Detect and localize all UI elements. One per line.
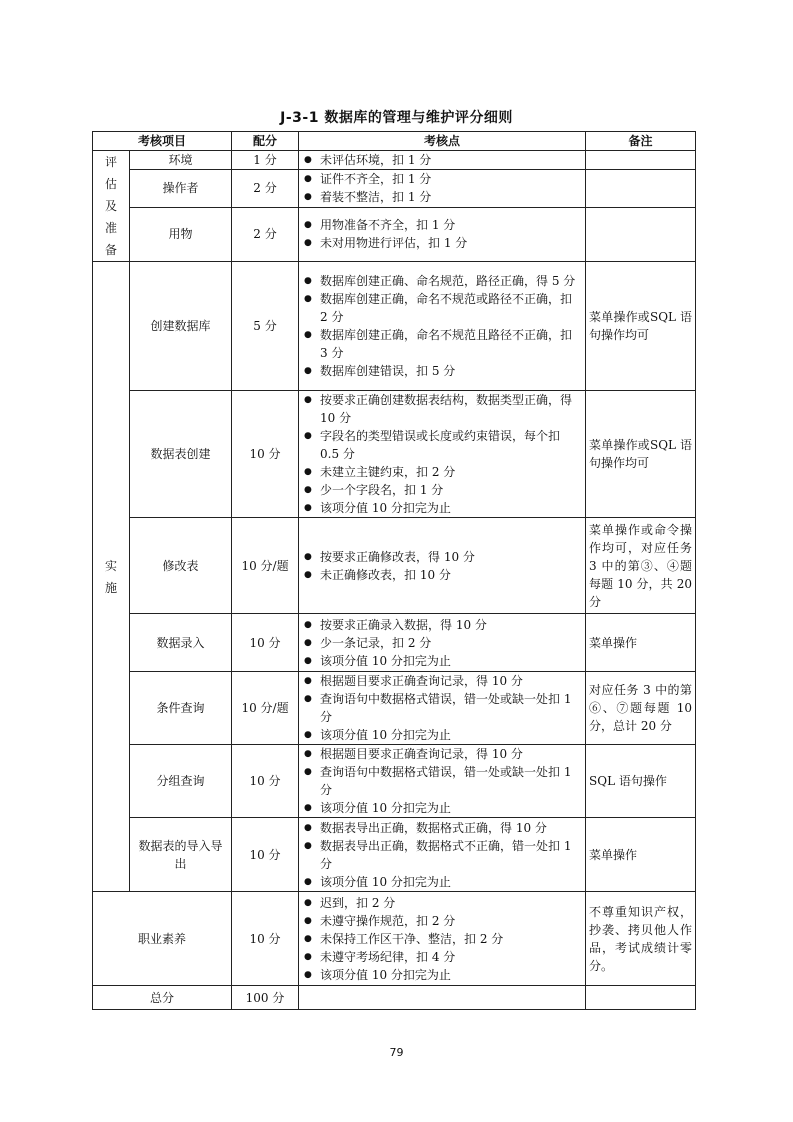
score-cell: 10 分 (232, 745, 299, 818)
total-row (93, 986, 696, 1010)
point-item: ● 按要求正确修改表，得 10 分 (302, 548, 582, 566)
points-cell (299, 518, 586, 614)
item-cell: 分组查询 (130, 745, 232, 818)
point-item: ● 该项分值 10 分扣完为止 (302, 799, 582, 817)
point-item: ● 未保持工作区干净、整洁，扣 2 分 (302, 930, 582, 948)
category-impl (93, 262, 130, 892)
points-list (302, 170, 582, 206)
total-label: 总分 (93, 986, 232, 1010)
item-cell: 数据录入 (130, 614, 232, 672)
category-professional: 职业素养 (93, 892, 232, 986)
total-note-empty (586, 986, 696, 1010)
page-title: J-3-1 数据库的管理与维护评分细则 (280, 110, 513, 126)
note-cell: 菜单操作 (586, 818, 696, 892)
item-cell: 用物 (130, 207, 232, 262)
point-item: ● 未遵守考场纪律，扣 4 分 (302, 948, 582, 966)
item-cell: 数据表的导入导出 (130, 818, 232, 892)
table-row (93, 262, 696, 391)
category-impl-char: 实 (104, 558, 117, 573)
note-cell: 菜单操作或SQL 语句操作均可 (586, 262, 696, 391)
total-points-empty (299, 986, 586, 1010)
item-cell: 环境 (130, 151, 232, 170)
points-cell (299, 672, 586, 745)
header-score: 配分 (232, 132, 299, 151)
header-item: 考核项目 (93, 132, 232, 151)
point-item: ● 该项分值 10 分扣完为止 (302, 499, 582, 517)
note-cell: 菜单操作或SQL 语句操作均可 (586, 391, 696, 518)
points-list (302, 272, 582, 380)
point-item: ● 字段名的类型错误或长度或约束错误，每个扣 0.5 分 (302, 427, 582, 463)
header-points: 考核点 (299, 132, 586, 151)
point-item: ● 数据库创建正确，命名不规范或路径不正确，扣 2 分 (302, 290, 582, 326)
score-cell: 10 分 (232, 614, 299, 672)
point-item: ● 根据题目要求正确查询记录，得 10 分 (302, 672, 582, 690)
item-cell: 操作者 (130, 170, 232, 207)
point-item: ● 该项分值 10 分扣完为止 (302, 966, 582, 984)
table-row (93, 745, 696, 818)
score-cell: 2 分 (232, 207, 299, 262)
header-notes: 备注 (586, 132, 696, 151)
points-list (302, 745, 582, 817)
point-item: ● 未正确修改表，扣 10 分 (302, 566, 582, 584)
item-cell: 修改表 (130, 518, 232, 614)
category-eval-char: 评 (104, 155, 117, 169)
page-number: 79 (389, 1046, 404, 1059)
point-item: ● 根据题目要求正确查询记录，得 10 分 (302, 745, 582, 763)
item-cell: 创建数据库 (130, 262, 232, 391)
point-item: ● 数据库创建正确，命名不规范且路径不正确，扣 3 分 (302, 326, 582, 362)
category-eval-char: 及 (104, 199, 117, 213)
note-cell (586, 151, 696, 170)
point-item: ● 该项分值 10 分扣完为止 (302, 726, 582, 744)
points-list (302, 216, 582, 252)
point-item: ● 查询语句中数据格式错误，错一处或缺一处扣 1 分 (302, 690, 582, 726)
point-item: ● 按要求正确录入数据，得 10 分 (302, 616, 582, 634)
point-item: ● 查询语句中数据格式错误，错一处或缺一处扣 1 分 (302, 763, 582, 799)
score-cell: 10 分 (232, 892, 299, 986)
item-cell: 条件查询 (130, 672, 232, 745)
note-cell (586, 170, 696, 207)
table-row (93, 151, 696, 170)
points-cell (299, 391, 586, 518)
note-cell: 不尊重知识产权，抄袭、拷贝他人作品，考试成绩计零分。 (586, 892, 696, 986)
points-list (302, 548, 582, 584)
score-cell: 10 分/题 (232, 518, 299, 614)
points-cell (299, 818, 586, 892)
note-cell: 菜单操作或命令操作均可，对应任务 3 中的第③、④题每题 10 分，共 20 分 (586, 518, 696, 614)
point-item: ● 用物准备不齐全，扣 1 分 (302, 216, 582, 234)
points-list (302, 672, 582, 744)
score-cell: 5 分 (232, 262, 299, 391)
score-cell: 10 分/题 (232, 672, 299, 745)
point-item: ● 未遵守操作规范，扣 2 分 (302, 912, 582, 930)
points-list (302, 819, 582, 891)
point-item: ● 数据库创建正确、命名规范，路径正确，得 5 分 (302, 272, 582, 290)
table-row (93, 391, 696, 518)
point-item: ● 该项分值 10 分扣完为止 (302, 652, 582, 670)
point-item: ● 少一个字段名，扣 1 分 (302, 481, 582, 499)
points-cell (299, 170, 586, 207)
point-item: ● 证件不齐全，扣 1 分 (302, 170, 582, 188)
point-item: ● 少一条记录，扣 2 分 (302, 634, 582, 652)
table-header-row (93, 132, 696, 151)
score-cell: 2 分 (232, 170, 299, 207)
scoring-table (92, 131, 696, 1010)
category-eval-char: 准 (104, 221, 117, 235)
points-cell (299, 745, 586, 818)
point-item: ● 着装不整洁，扣 1 分 (302, 188, 582, 206)
score-cell: 10 分 (232, 391, 299, 518)
score-cell: 1 分 (232, 151, 299, 170)
table-row (93, 614, 696, 672)
points-list (302, 151, 582, 169)
score-cell: 10 分 (232, 818, 299, 892)
note-cell: 菜单操作 (586, 614, 696, 672)
total-score: 100 分 (232, 986, 299, 1010)
point-item: ● 数据库创建错误，扣 5 分 (302, 362, 582, 380)
points-cell (299, 262, 586, 391)
category-eval (93, 151, 130, 262)
note-cell (586, 207, 696, 262)
table-row (93, 672, 696, 745)
points-cell (299, 151, 586, 170)
points-cell (299, 892, 586, 986)
note-cell: 对应任务 3 中的第⑥、⑦题每题 10 分，总计 20 分 (586, 672, 696, 745)
points-list (302, 894, 582, 984)
note-cell: SQL 语句操作 (586, 745, 696, 818)
table-row (93, 170, 696, 207)
point-item: ● 数据表导出正确，数据格式不正确，错一处扣 1 分 (302, 837, 582, 873)
category-eval-char: 估 (104, 177, 117, 191)
point-item: ● 未对用物进行评估，扣 1 分 (302, 234, 582, 252)
point-item: ● 按要求正确创建数据表结构，数据类型正确，得 10 分 (302, 391, 582, 427)
points-list (302, 391, 582, 517)
point-item: ● 该项分值 10 分扣完为止 (302, 873, 582, 891)
table-row (93, 818, 696, 892)
points-list (302, 616, 582, 670)
point-item: ● 数据表导出正确，数据格式正确，得 10 分 (302, 819, 582, 837)
table-row (93, 207, 696, 262)
points-cell (299, 207, 586, 262)
points-cell (299, 614, 586, 672)
table-row (93, 518, 696, 614)
point-item: ● 未评估环境，扣 1 分 (302, 151, 582, 169)
table-row (93, 892, 696, 986)
point-item: ● 迟到，扣 2 分 (302, 894, 582, 912)
category-impl-char: 施 (104, 580, 117, 595)
category-eval-char: 备 (104, 243, 117, 257)
point-item: ● 未建立主键约束，扣 2 分 (302, 463, 582, 481)
item-cell: 数据表创建 (130, 391, 232, 518)
